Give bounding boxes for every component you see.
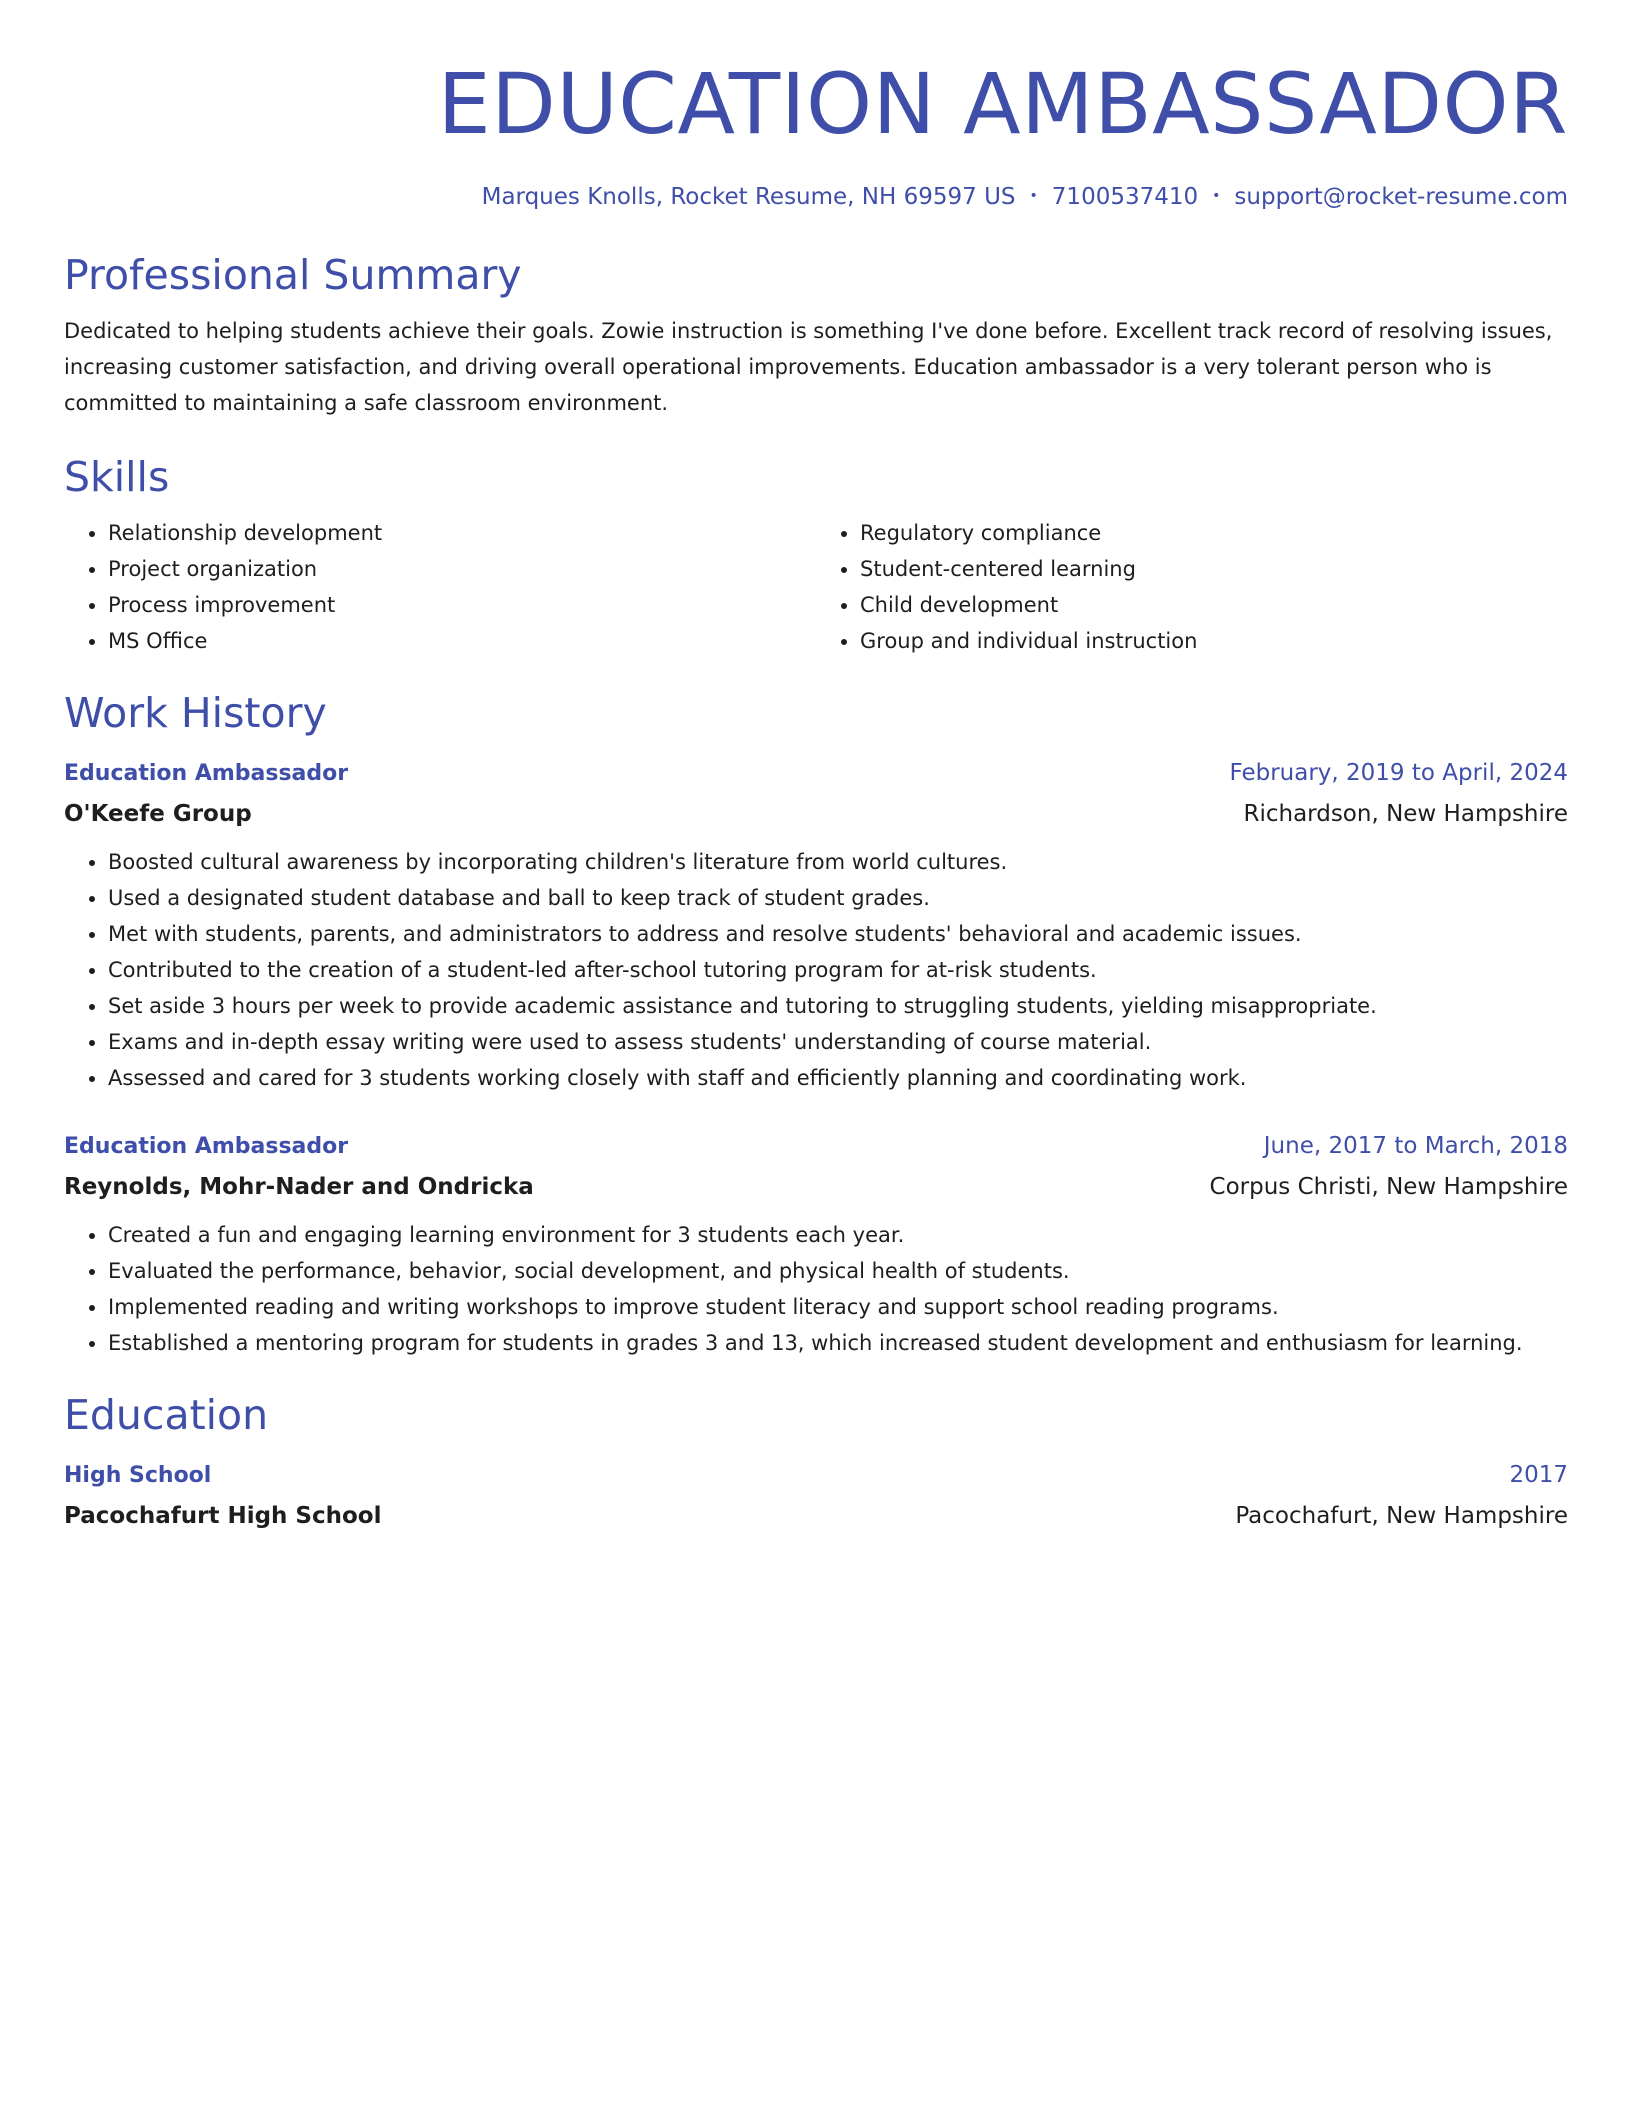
job-location: Richardson, New Hampshire [1243, 800, 1568, 827]
job-company: O'Keefe Group [64, 800, 252, 827]
job-dates: June, 2017 to March, 2018 [1263, 1132, 1568, 1159]
job-bullet: • Used a designated student database and ball to keep track of student grades. [108, 880, 1568, 916]
education-school-row [64, 1496, 1568, 1536]
education-degree: High School [64, 1462, 212, 1488]
job-bullet: • Contributed to the creation of a student-led after-school tutoring program for at-risk students. [108, 952, 1568, 988]
skills-section [64, 449, 1568, 659]
education-section [64, 1387, 1568, 1536]
job-bullet: • Implemented reading and writing workshops to improve student literacy and support school reading programs. [108, 1289, 1568, 1325]
education-degree-row [64, 1455, 1568, 1496]
job-company: Reynolds, Mohr-Nader and Ondricka [64, 1173, 534, 1200]
education-location: Pacochafurt, New Hampshire [1235, 1502, 1568, 1529]
job-bullet: • Established a mentoring program for students in grades 3 and 13, which increased student development and enthusiasm for learning. [108, 1325, 1568, 1361]
job-location: Corpus Christi, New Hampshire [1209, 1173, 1568, 1200]
job-company-row [64, 1167, 1568, 1207]
job-title: Education Ambassador [64, 760, 349, 786]
education-school: Pacochafurt High School [64, 1502, 382, 1529]
skill-item: • Child development [860, 587, 1568, 623]
job-company-row [64, 794, 1568, 834]
skill-item: • Project organization [108, 551, 816, 587]
resume-title: EDUCATION AMBASSADOR [437, 55, 1568, 153]
education-year: 2017 [1509, 1461, 1568, 1488]
summary-text: Dedicated to helping students achieve their goals. Zowie instruction is something I've done before. Excellent track record of resolving issues, increasing customer satisfaction, and driving overall operational improvements. Education ambassador is a very tolerant person who is committed to maintaining a safe classroom environment. [64, 318, 1553, 415]
skills-column-right [816, 515, 1568, 659]
job-bullet: • Exams and in-depth essay writing were used to assess students' understanding of course material. [108, 1024, 1568, 1060]
contact-email[interactable]: support@rocket-resume.com [1234, 184, 1568, 210]
skill-item: • Student-centered learning [860, 551, 1568, 587]
skill-item: • Group and individual instruction [860, 623, 1568, 659]
job-bullet: • Met with students, parents, and administrators to address and resolve students' behavioral and academic issues. [108, 916, 1568, 952]
job-bullet: • Assessed and cared for 3 students working closely with staff and efficiently planning and coordinating work. [108, 1060, 1568, 1096]
job-title-row [64, 1126, 1568, 1167]
job-bullet: • Created a fun and engaging learning environment for 3 students each year. [108, 1217, 1568, 1253]
professional-summary-section [64, 247, 1568, 421]
skills-grid [64, 515, 1568, 659]
job-dates: February, 2019 to April, 2024 [1229, 759, 1568, 786]
job-entry [64, 753, 1568, 1096]
skills-column-left [64, 515, 816, 659]
job-bullets [64, 1217, 1568, 1361]
job-title: Education Ambassador [64, 1133, 349, 1159]
job-bullet: • Evaluated the performance, behavior, social development, and physical health of students. [108, 1253, 1568, 1289]
separator-dot-2: • [1212, 187, 1221, 204]
job-title-row [64, 753, 1568, 794]
job-bullet: • Boosted cultural awareness by incorporating children's literature from world cultures. [108, 844, 1568, 880]
skill-item: • Regulatory compliance [860, 515, 1568, 551]
job-bullet: • Set aside 3 hours per week to provide academic assistance and tutoring to struggling students, yielding misappropriate. [108, 988, 1568, 1024]
section-heading-summary: Professional Summary [64, 250, 522, 299]
skill-item: • Relationship development [108, 515, 816, 551]
skill-item: • MS Office [108, 623, 816, 659]
section-heading-education: Education [64, 1390, 269, 1439]
resume-header [64, 0, 1568, 215]
section-heading-skills: Skills [64, 452, 170, 501]
contact-line [64, 180, 1568, 215]
skill-item: • Process improvement [108, 587, 816, 623]
work-history-section [64, 685, 1568, 1361]
section-heading-work: Work History [64, 688, 327, 737]
job-bullets [64, 844, 1568, 1096]
contact-address: Marques Knolls, Rocket Resume, NH 69597 US [481, 184, 1016, 210]
job-entry [64, 1126, 1568, 1361]
education-entry [64, 1455, 1568, 1536]
contact-phone: 7100537410 [1051, 184, 1199, 210]
separator-dot-1: • [1029, 187, 1038, 204]
